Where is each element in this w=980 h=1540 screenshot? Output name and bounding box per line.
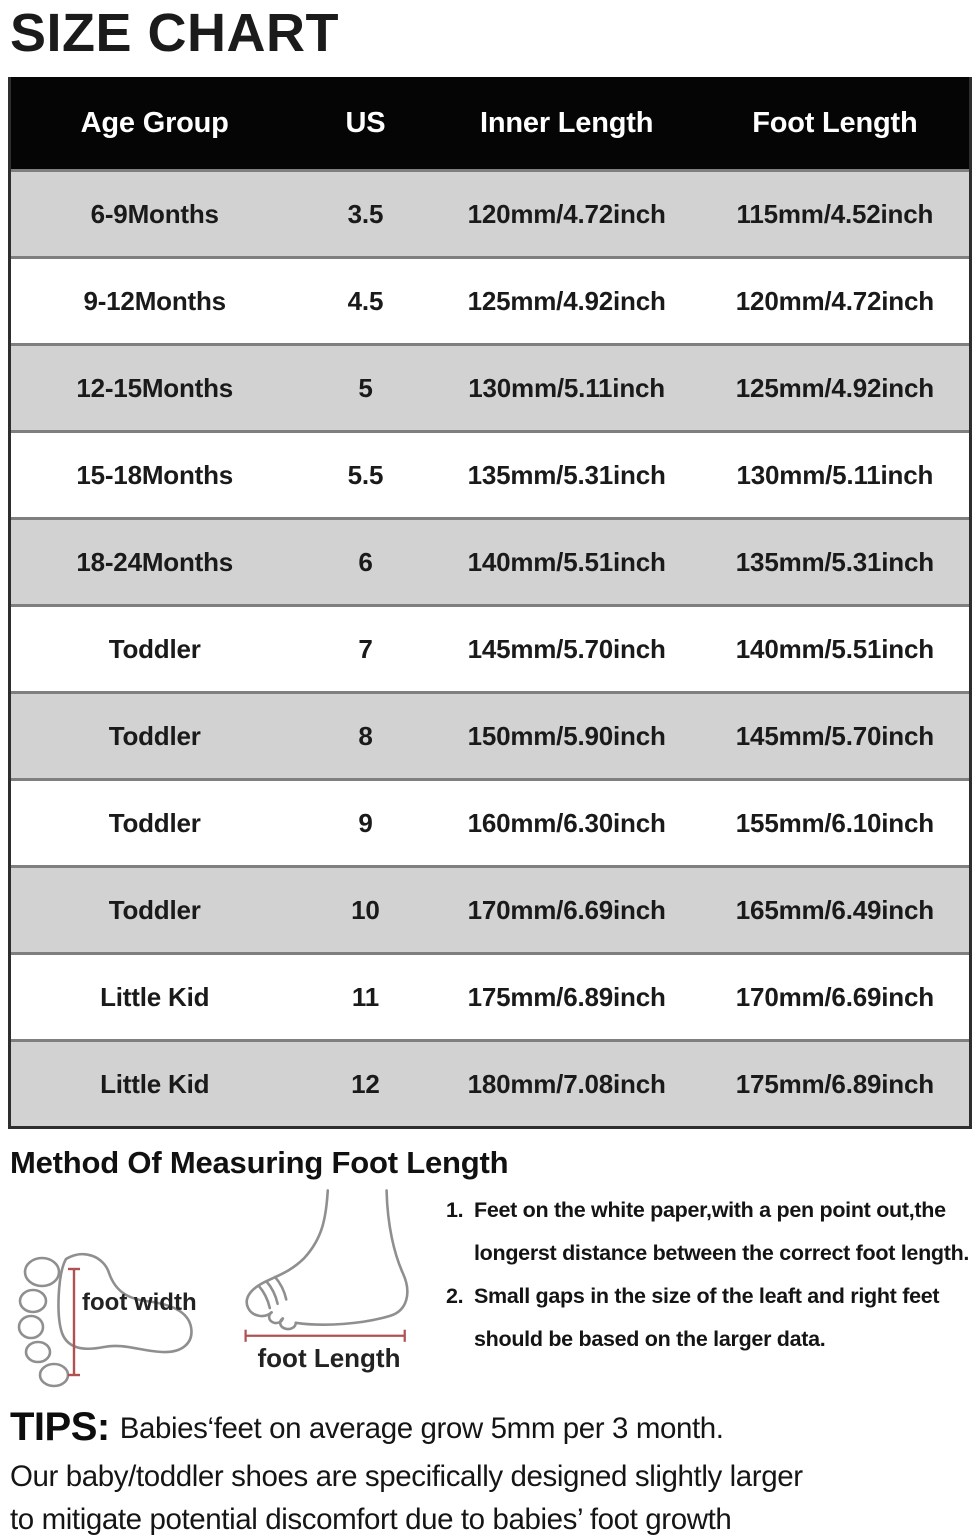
age-group-cell: Toddler (108, 807, 201, 838)
foot-length-cell: 125mm/4.92inch (735, 372, 934, 403)
inner-length-cell: 170mm/6.69inch (467, 894, 666, 925)
inner-length-cell: 140mm/5.51inch (467, 546, 666, 577)
instruction-text-line: Feet on the white paper,with a pen point out,the (474, 1198, 946, 1223)
instruction-text-line: should be based on the larger data. (474, 1327, 826, 1352)
foot-length-cell: 165mm/6.49inch (735, 894, 934, 925)
us-size-cell: 6 (358, 546, 373, 577)
table-row (11, 952, 969, 1039)
footprint-width-diagram (12, 1249, 212, 1399)
us-size-cell: 8 (358, 720, 373, 751)
age-group-cell: 12-15Months (76, 372, 234, 403)
page-title: SIZE CHART (10, 3, 339, 63)
tips-line-3: to mitigate potential discomfort due to babies’ foot growth (10, 1503, 732, 1537)
table-row (11, 1039, 969, 1126)
table-header-row (11, 77, 969, 169)
tips-line-2: Our baby/toddler shoes are specifically designed slightly larger (10, 1460, 803, 1494)
us-size-cell: 10 (351, 894, 380, 925)
age-group-cell: Toddler (108, 894, 201, 925)
us-size-cell: 9 (358, 807, 373, 838)
foot-length-header: Foot Length (752, 106, 918, 139)
measuring-instructions (440, 1185, 972, 1393)
foot-diagrams (8, 1185, 440, 1393)
us-size-cell: 5 (358, 372, 373, 403)
inner-length-cell: 145mm/5.70inch (467, 633, 666, 664)
age-group-cell: 18-24Months (76, 546, 234, 577)
foot-width-label: foot width (82, 1289, 197, 1317)
inner-length-cell: 175mm/6.89inch (467, 981, 666, 1012)
table-row (11, 517, 969, 604)
instruction-text-line: Small gaps in the size of the leaft and right feet (474, 1284, 940, 1309)
inner-length-cell: 120mm/4.72inch (467, 198, 666, 229)
instruction-text-line: longerst distance between the correct foot length. (474, 1241, 970, 1266)
age-group-cell: 6-9Months (90, 198, 219, 229)
age-group-cell: Toddler (108, 633, 201, 664)
method-heading: Method Of Measuring Foot Length (10, 1145, 509, 1181)
tips-section (10, 1401, 972, 1540)
inner-length-cell: 135mm/5.31inch (467, 459, 666, 490)
table-row (11, 865, 969, 952)
inner-length-cell: 160mm/6.30inch (467, 807, 666, 838)
foot-length-cell: 130mm/5.11inch (736, 459, 934, 490)
us-size-header: US (345, 106, 386, 139)
instruction-item-1 (446, 1189, 972, 1275)
foot-length-cell: 115mm/4.52inch (736, 198, 934, 229)
tips-label: TIPS: (10, 1405, 110, 1450)
table-row (11, 691, 969, 778)
inner-length-cell: 125mm/4.92inch (467, 285, 666, 316)
foot-length-cell: 145mm/5.70inch (735, 720, 934, 751)
table-row (11, 256, 969, 343)
table-body (11, 169, 969, 1126)
age-group-header: Age Group (80, 106, 229, 139)
instruction-number: 2. (446, 1284, 464, 1309)
table-row (11, 169, 969, 256)
table-row (11, 430, 969, 517)
us-size-cell: 4.5 (347, 285, 384, 316)
instruction-number: 1. (446, 1198, 464, 1223)
age-group-cell: Toddler (108, 720, 201, 751)
instruction-item-2 (446, 1275, 972, 1361)
table-row (11, 604, 969, 691)
foot-length-cell: 135mm/5.31inch (735, 546, 934, 577)
measuring-section (8, 1185, 972, 1393)
foot-length-cell: 120mm/4.72inch (735, 285, 934, 316)
inner-length-header: Inner Length (480, 106, 654, 139)
foot-length-diagram (230, 1187, 416, 1347)
age-group-cell: 9-12Months (83, 285, 226, 316)
us-size-cell: 5.5 (347, 459, 384, 490)
inner-length-cell: 130mm/5.11inch (468, 372, 665, 403)
table-row (11, 778, 969, 865)
age-group-cell: 15-18Months (76, 459, 234, 490)
foot-length-cell: 155mm/6.10inch (735, 807, 934, 838)
foot-length-cell: 175mm/6.89inch (735, 1068, 934, 1099)
size-chart-table (8, 77, 972, 1129)
us-size-cell: 3.5 (347, 198, 384, 229)
foot-length-cell: 140mm/5.51inch (735, 633, 934, 664)
table-row (11, 343, 969, 430)
age-group-cell: Little Kid (100, 981, 210, 1012)
tips-line-1: Babies‘feet on average grow 5mm per 3 month. (119, 1412, 724, 1446)
us-size-cell: 12 (351, 1068, 380, 1099)
age-group-cell: Little Kid (100, 1068, 210, 1099)
foot-length-cell: 170mm/6.69inch (735, 981, 934, 1012)
us-size-cell: 7 (358, 633, 373, 664)
inner-length-cell: 150mm/5.90inch (467, 720, 666, 751)
inner-length-cell: 180mm/7.08inch (467, 1068, 666, 1099)
foot-length-label: foot Length (257, 1343, 401, 1374)
us-size-cell: 11 (351, 981, 379, 1012)
